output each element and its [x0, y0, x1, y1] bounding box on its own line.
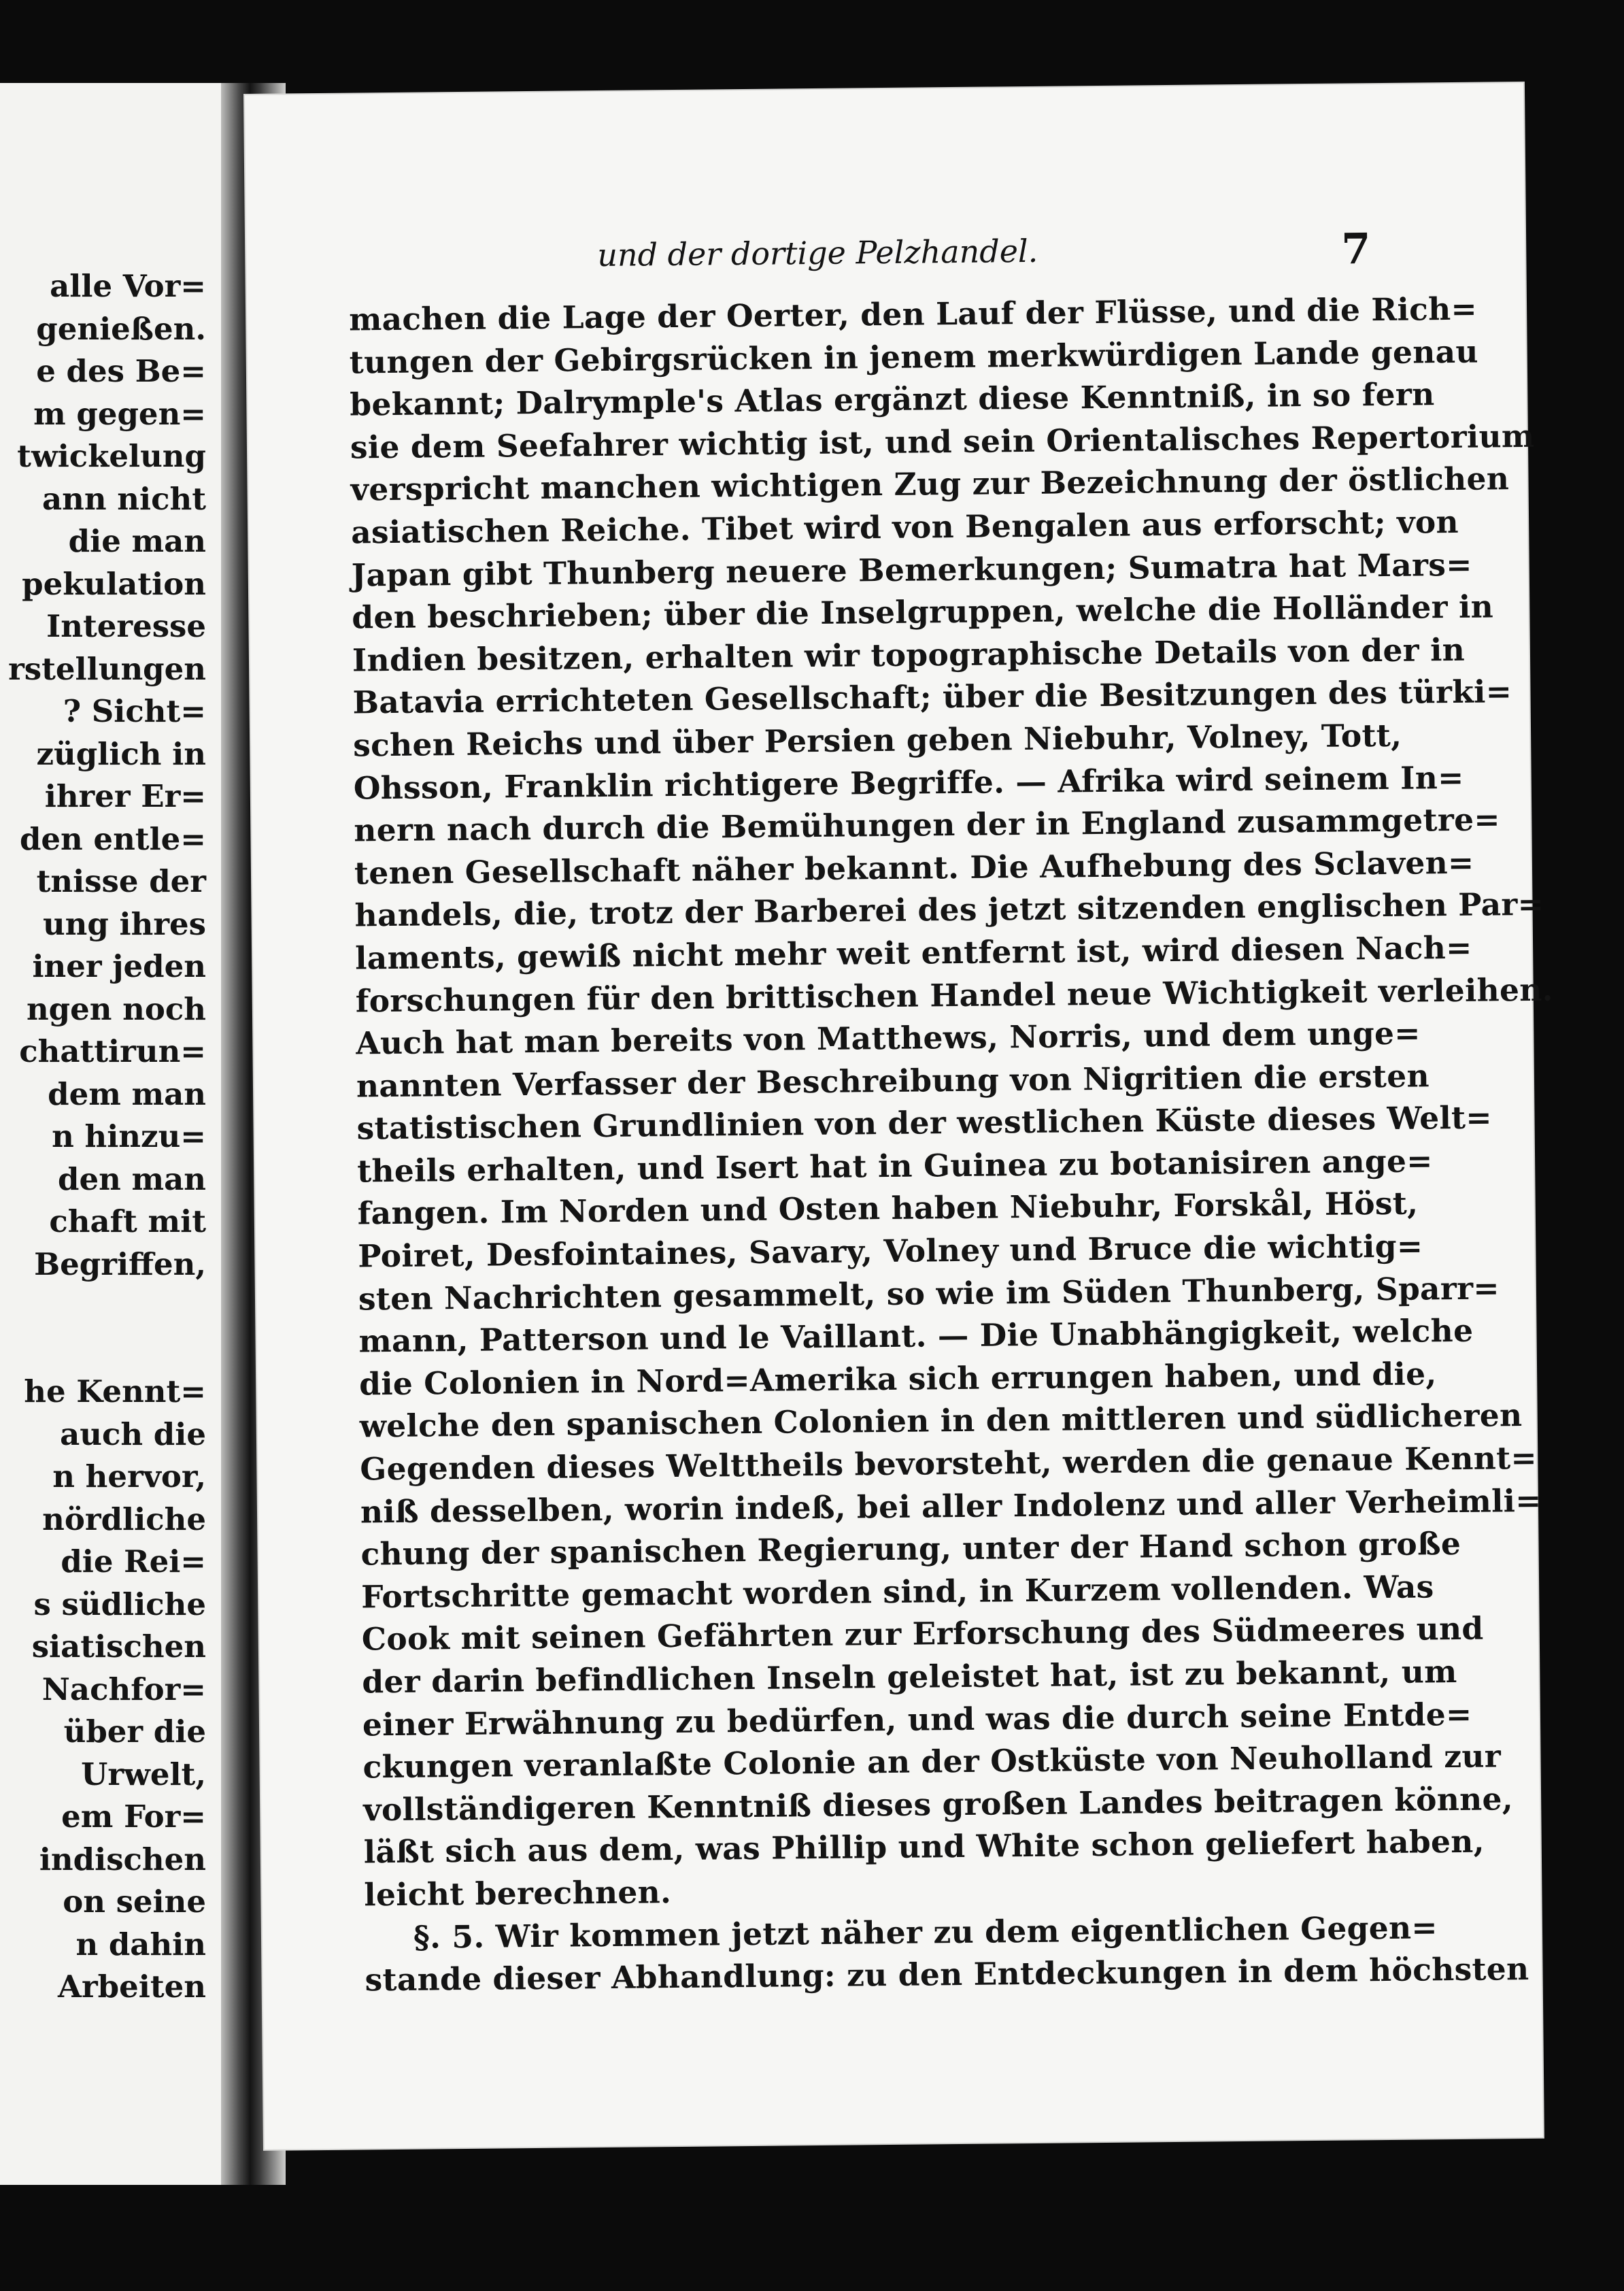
previous-page-line: Interesse — [46, 608, 206, 644]
previous-page-line: twickelung — [17, 438, 206, 474]
previous-page-line: ihrer Er= — [44, 778, 206, 814]
previous-page-line: ann nicht — [42, 480, 206, 517]
text-line: Indien besitzen, erhalten wir topographische Details von der in — [352, 631, 1466, 679]
previous-page-line: n dahin — [75, 1926, 206, 1962]
previous-page-line: Begriffen, — [34, 1245, 206, 1282]
text-line: asiatischen Reiche. Tibet wird von Bengalen aus erforscht; von — [350, 503, 1459, 551]
text-line: handels, die, trotz der Barberei des jetzt sitzenden englischen Par= — [354, 886, 1544, 934]
text-line: stande dieser Abhandlung: zu den Entdeckungen in dem höchsten — [365, 1950, 1529, 1999]
previous-page-line: rstellungen — [8, 650, 206, 687]
previous-page-line: chattirun= — [19, 1033, 206, 1069]
text-line: chung der spanischen Regierung, unter der Hand schon große — [360, 1525, 1461, 1573]
text-line: Fortschritte gemacht worden sind, in Kurzem vollenden. Was — [360, 1568, 1434, 1616]
text-line: nannten Verfasser der Beschreibung von Nigritien die ersten — [356, 1057, 1430, 1105]
previous-page-line: ung ihres — [42, 905, 206, 942]
text-line: verspricht manchen wichtigen Zug zur Bezeichnung der östlichen — [350, 460, 1510, 508]
text-line: tungen der Gebirgsrücken in jenem merkwürdigen Lande genau — [349, 333, 1479, 381]
previous-page-line: Arbeiten — [58, 1969, 206, 2005]
text-line: nern nach durch die Bemühungen der in England zusammgetre= — [354, 801, 1500, 849]
text-line: vollständigeren Kenntniß dieses großen Landes beitragen könne, — [362, 1779, 1514, 1828]
text-line: sten Nachrichten gesammelt, so wie im Süden Thunberg, Sparr= — [358, 1269, 1500, 1318]
previous-page-line: tnisse der — [36, 863, 206, 899]
text-line: Batavia errichteten Gesellschaft; über die Besitzungen des türki= — [352, 673, 1512, 721]
previous-page-line: iner jeden — [32, 948, 206, 984]
previous-page-line: em For= — [61, 1799, 206, 1835]
previous-page-text — [8, 265, 206, 2009]
page-header — [246, 222, 1525, 289]
page-number: 7 — [1340, 224, 1371, 274]
text-line: Gegenden dieses Welttheils bevorsteht, werden die genaue Kennt= — [360, 1439, 1538, 1488]
text-line: der darin befindlichen Inseln geleistet hat, ist zu bekannt, um — [362, 1652, 1457, 1701]
text-line: ckungen veranlaßte Colonie an der Ostküste von Neuholland zur — [362, 1737, 1502, 1786]
text-line: läßt sich aus dem, was Phillip und White schon geliefert haben, — [363, 1822, 1485, 1871]
previous-page-line: n hervor, — [52, 1458, 206, 1494]
current-page — [245, 83, 1553, 2150]
previous-page-line: genießen. — [36, 310, 206, 347]
text-line: Cook mit seinen Gefährten zur Erforschung des Südmeeres und — [361, 1610, 1484, 1658]
previous-page-line: über die — [63, 1713, 206, 1750]
previous-page-line: pekulation — [22, 565, 206, 602]
previous-page-line: he Kennt= — [24, 1373, 206, 1409]
previous-page-line: ngen noch — [26, 990, 206, 1027]
previous-page-line: die man — [68, 523, 206, 559]
text-line: machen die Lage der Oerter, den Lauf der Flüsse, und die Rich= — [348, 290, 1478, 338]
previous-page-line: ? Sicht= — [63, 693, 206, 729]
text-line: Poiret, Desfointaines, Savary, Volney und Bruce die wichtig= — [358, 1227, 1423, 1275]
previous-page-line: den entle= — [19, 820, 206, 857]
text-line: fangen. Im Norden und Osten haben Niebuhr, Forskål, Höst, — [357, 1184, 1419, 1232]
previous-page-line: indischen — [39, 1841, 206, 1877]
text-line: mann, Patterson und le Vaillant. — Die Unabhängigkeit, welche — [358, 1311, 1474, 1360]
previous-page-line: m gegen= — [33, 395, 206, 432]
text-line: sie dem Seefahrer wichtig ist, und sein Orientalisches Repertorium — [350, 417, 1535, 466]
previous-page-line: züglich in — [36, 735, 206, 772]
previous-page-line: on seine — [63, 1884, 206, 1920]
text-line: Japan gibt Thunberg neuere Bemerkungen; Sumatra hat Mars= — [351, 546, 1472, 594]
running-head: und der dortige Pelzhandel. — [597, 232, 1038, 274]
page-body-text — [348, 288, 1553, 2001]
previous-page-line: dem man — [48, 1075, 206, 1112]
text-line: den beschrieben; über die Inselgruppen, welche die Holländer in — [352, 588, 1494, 636]
text-line: forschungen für den brittischen Handel neue Wichtigkeit verleihen. — [355, 971, 1553, 1019]
text-line: welche den spanischen Colonien in den mittleren und südlicheren — [359, 1397, 1523, 1445]
previous-page-line: siatischen — [31, 1628, 206, 1665]
previous-page-line: die Rei= — [61, 1543, 206, 1579]
previous-page-line: Urwelt, — [81, 1756, 206, 1792]
text-line: Ohsson, Franklin richtigere Begriffe. — Afrika wird seinem In= — [353, 758, 1464, 807]
text-line: die Colonien in Nord=Amerika sich errungen haben, und die, — [358, 1355, 1437, 1403]
paragraph-gap — [8, 1286, 206, 1371]
previous-page-line: nördliche — [42, 1501, 206, 1537]
previous-page-line: chaft mit — [49, 1203, 206, 1239]
text-line: tenen Gesellschaft näher bekannt. Die Aufhebung des Sclaven= — [354, 843, 1474, 892]
text-line: schen Reichs und über Persien geben Niebuhr, Volney, Tott, — [352, 716, 1402, 764]
previous-page-line: auch die — [60, 1416, 206, 1452]
previous-page-line: alle Vor= — [50, 268, 206, 304]
text-line: niß desselben, worin indeß, bei aller Indolenz und aller Verheimli= — [360, 1482, 1542, 1531]
previous-page — [0, 83, 221, 2185]
text-line: statistischen Grundlinien von der westlichen Küste dieses Welt= — [356, 1099, 1493, 1147]
previous-page-line: n hinzu= — [52, 1118, 206, 1154]
text-line: theils erhalten, und Isert hat in Guinea zu botanisiren ange= — [356, 1142, 1433, 1190]
text-line: leicht berechnen. — [364, 1873, 672, 1913]
text-line: einer Erwähnung zu bedürfen, und was die durch seine Entde= — [362, 1695, 1472, 1743]
text-line: bekannt; Dalrymple's Atlas ergänzt diese Kenntniß, in so fern — [350, 375, 1435, 423]
text-line: §. 5. Wir kommen jetzt näher zu dem eigentlichen Gegen= — [413, 1908, 1438, 1956]
text-line: laments, gewiß nicht mehr weit entfernt ist, wird diesen Nach= — [354, 929, 1472, 977]
previous-page-line: Nachfor= — [41, 1671, 206, 1707]
previous-page-line: e des Be= — [36, 353, 206, 389]
text-line: Auch hat man bereits von Matthews, Norris, und dem unge= — [356, 1014, 1421, 1062]
previous-page-line: den man — [58, 1160, 206, 1197]
previous-page-line: s südliche — [33, 1586, 206, 1622]
